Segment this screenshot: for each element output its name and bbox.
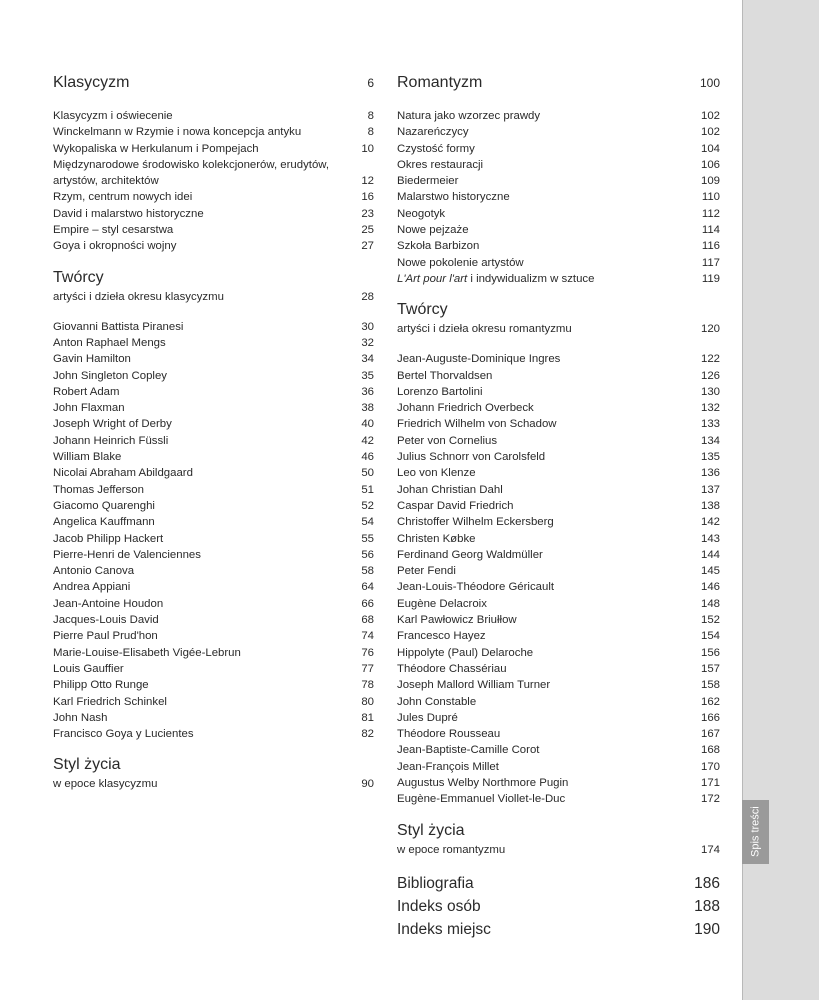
toc-entry xyxy=(397,759,720,775)
entry-title: Neogotyk xyxy=(397,207,446,220)
toc-entry xyxy=(53,400,374,416)
page-number: 120 xyxy=(700,323,720,336)
toc-entry xyxy=(53,531,374,547)
toc-entry xyxy=(397,124,720,140)
toc-entry xyxy=(397,238,720,254)
toc-entry xyxy=(397,579,720,595)
toc-entry xyxy=(397,271,720,287)
section-title: Styl życia xyxy=(53,756,121,774)
entry-title: Bibliografia xyxy=(397,874,474,892)
page-number: 114 xyxy=(701,224,720,237)
toc-entry xyxy=(397,694,720,710)
toc-entry xyxy=(397,157,720,173)
toc-entry xyxy=(53,547,374,563)
entry-title: Goya i okropności wojny xyxy=(53,240,177,253)
toc-entry xyxy=(397,895,720,918)
page-number: 102 xyxy=(700,110,720,122)
toc-list xyxy=(53,189,374,254)
toc-entry xyxy=(397,189,720,205)
toc-entry xyxy=(53,596,374,612)
section-title: Klasycyzm xyxy=(53,74,130,91)
page-number: 56 xyxy=(361,548,374,561)
page-number: 117 xyxy=(701,256,720,269)
toc-entry xyxy=(53,661,374,677)
toc-entry xyxy=(397,710,720,726)
toc-entry xyxy=(397,206,720,222)
toc-entry xyxy=(53,645,374,661)
entry-title: Szkoła Barbizon xyxy=(397,240,480,253)
entry-title: Jacob Philipp Hackert xyxy=(53,532,164,545)
toc-entry xyxy=(397,173,720,189)
page-number: 126 xyxy=(700,369,720,382)
entry-title: Johann Heinrich Füssli xyxy=(53,434,169,447)
page-number: 77 xyxy=(361,662,374,675)
entry-title: Nowe pejzaże xyxy=(397,224,469,237)
entry-title: Andrea Appiani xyxy=(53,581,131,594)
section-title: Twórcy xyxy=(53,268,104,286)
toc-entry xyxy=(53,498,374,514)
toc-entry xyxy=(53,124,374,140)
entry-title: Christoffer Wilhelm Eckersberg xyxy=(397,516,554,529)
toc-list xyxy=(53,108,374,157)
page-number: 132 xyxy=(700,402,720,415)
entry-title: Jean-Auguste-Dominique Ingres xyxy=(397,353,561,366)
toc-entry xyxy=(53,319,374,335)
entry-title: Jean-Louis-Théodore Géricault xyxy=(397,581,555,594)
entry-title: Karl Friedrich Schinkel xyxy=(53,695,167,708)
page-number: 78 xyxy=(361,679,374,692)
page-number: 104 xyxy=(700,142,720,155)
entry-title xyxy=(397,271,594,287)
page-number: 74 xyxy=(361,630,374,643)
toc-entry xyxy=(53,351,374,367)
entry-title: Indeks miejsc xyxy=(397,920,491,938)
page-number: 186 xyxy=(694,874,720,892)
page-number: 170 xyxy=(700,760,720,773)
toc-artist-list xyxy=(397,351,720,807)
page-number: 137 xyxy=(700,483,720,496)
page-number: 190 xyxy=(694,920,720,938)
toc-entry xyxy=(397,482,720,498)
page-number: 23 xyxy=(361,207,374,220)
toc-entry xyxy=(397,742,720,758)
entry-title: Théodore Chassériau xyxy=(397,662,507,675)
page-number: 68 xyxy=(361,614,374,627)
page-number: 157 xyxy=(700,662,720,675)
toc-entry xyxy=(397,596,720,612)
page-number: 146 xyxy=(700,581,720,594)
entry-title: Francisco Goya y Lucientes xyxy=(53,728,194,741)
entry-title: Angelica Kauffmann xyxy=(53,516,155,529)
entry-title: John Singleton Copley xyxy=(53,369,167,382)
toc-entry xyxy=(397,547,720,563)
page-number: 16 xyxy=(361,191,374,204)
page-number: 130 xyxy=(700,385,720,398)
page-number: 158 xyxy=(700,679,720,692)
page-number: 110 xyxy=(701,191,720,204)
entry-title: Pierre Paul Prud'hon xyxy=(53,630,158,643)
page-number: 27 xyxy=(361,240,374,253)
page-number: 82 xyxy=(361,728,374,741)
section-title: Styl życia xyxy=(397,821,465,839)
toc-entry xyxy=(397,726,720,742)
entry-title: Jean-François Millet xyxy=(397,760,499,773)
section-subtitle: w epoce romantyzmu xyxy=(397,843,506,856)
page-number: 102 xyxy=(700,126,720,139)
page-number: 81 xyxy=(361,711,374,724)
toc-entry xyxy=(397,645,720,661)
entry-title: Joseph Wright of Derby xyxy=(53,418,172,431)
page-number: 80 xyxy=(361,695,374,708)
entry-title: Lorenzo Bartolini xyxy=(397,385,483,398)
toc-entry xyxy=(53,563,374,579)
toc-entry xyxy=(53,694,374,710)
page-number: 34 xyxy=(361,353,374,366)
entry-title: Giovanni Battista Piranesi xyxy=(53,320,184,333)
page-number: 6 xyxy=(367,76,374,90)
toc-section-heading xyxy=(397,299,720,321)
toc-entry xyxy=(397,498,720,514)
entry-title: John Nash xyxy=(53,711,108,724)
entry-title: Karl Pawłowicz Briułłow xyxy=(397,614,517,627)
section-tab-label: Spis treści xyxy=(749,806,762,858)
section-subtitle: w epoce klasycyzmu xyxy=(53,778,158,791)
page-number: 138 xyxy=(700,499,720,512)
toc-entry xyxy=(53,677,374,693)
entry-title: Rzym, centrum nowych idei xyxy=(53,191,193,204)
page-number: 40 xyxy=(361,418,374,431)
entry-title: David i malarstwo historyczne xyxy=(53,207,204,220)
entry-title: Friedrich Wilhelm von Schadow xyxy=(397,418,557,431)
entry-title: Anton Raphael Mengs xyxy=(53,336,166,349)
toc-entry xyxy=(53,222,374,238)
page-number: 30 xyxy=(361,320,374,333)
page-number: 119 xyxy=(701,272,720,285)
page-number: 156 xyxy=(700,646,720,659)
page-number: 36 xyxy=(361,385,374,398)
section-subtitle: artyści i dzieła okresu klasycyzmu xyxy=(53,290,224,303)
entry-title: Caspar David Friedrich xyxy=(397,499,514,512)
toc-section-heading xyxy=(397,72,720,94)
page-number: 154 xyxy=(700,630,720,643)
toc-entry xyxy=(53,384,374,400)
page-number: 162 xyxy=(700,695,720,708)
page-number: 116 xyxy=(701,240,720,253)
toc-entry xyxy=(397,368,720,384)
page-number: 148 xyxy=(700,597,720,610)
page-number: 50 xyxy=(361,467,374,480)
page-number: 35 xyxy=(361,369,374,382)
toc-section-heading xyxy=(53,267,374,289)
toc-section-heading xyxy=(53,72,374,94)
entry-title: Francesco Hayez xyxy=(397,630,486,643)
toc-entry xyxy=(53,579,374,595)
toc-extras-list xyxy=(397,872,720,941)
entry-title: Peter Fendi xyxy=(397,565,456,578)
entry-title: Christen Købke xyxy=(397,532,476,545)
page-number: 168 xyxy=(700,744,720,757)
page-number: 46 xyxy=(361,451,374,464)
entry-title: Indeks osób xyxy=(397,897,481,915)
entry-title: Wykopaliska w Herkulanum i Pompejach xyxy=(53,142,259,155)
toc-entry xyxy=(53,416,374,432)
entry-title: Peter von Cornelius xyxy=(397,434,498,447)
toc-section-subtitle xyxy=(53,289,374,305)
entry-title: Natura jako wzorzec prawdy xyxy=(397,110,541,122)
page-number: 25 xyxy=(361,224,374,237)
toc-entry xyxy=(397,563,720,579)
toc-entry xyxy=(397,628,720,644)
page-number: 188 xyxy=(694,897,720,915)
toc-entry xyxy=(397,433,720,449)
entry-title: Nowe pokolenie artystów xyxy=(397,256,524,269)
entry-title-italic: L'Art pour l'art xyxy=(397,272,468,285)
page-number: 8 xyxy=(367,126,374,139)
entry-title: Jules Dupré xyxy=(397,711,458,724)
page-number: 122 xyxy=(700,353,720,366)
toc-entry xyxy=(397,514,720,530)
toc-entry xyxy=(397,416,720,432)
entry-title: Théodore Rousseau xyxy=(397,728,501,741)
entry-title: Czystość formy xyxy=(397,142,475,155)
toc-artist-list xyxy=(53,319,374,743)
toc-entry xyxy=(397,612,720,628)
entry-title: Hippolyte (Paul) Delaroche xyxy=(397,646,534,659)
page-number: 134 xyxy=(700,434,720,447)
page-number: 8 xyxy=(367,110,374,122)
page-number: 136 xyxy=(700,467,720,480)
toc-entry xyxy=(53,108,374,124)
toc-entry xyxy=(53,726,374,742)
toc-entry xyxy=(53,612,374,628)
entry-title: Leo von Klenze xyxy=(397,467,476,480)
toc-entry xyxy=(53,335,374,351)
toc-list xyxy=(397,108,720,271)
entry-title: Biedermeier xyxy=(397,175,459,188)
toc-entry xyxy=(397,351,720,367)
toc-entry xyxy=(397,918,720,941)
toc-entry xyxy=(397,449,720,465)
toc-section-subtitle xyxy=(397,321,720,337)
entry-title: Klasycyzm i oświecenie xyxy=(53,110,173,122)
entry-title: Nazareńczycy xyxy=(397,126,469,139)
toc-section-subtitle xyxy=(53,776,374,792)
toc-entry xyxy=(397,255,720,271)
page-number: 28 xyxy=(361,290,374,303)
page-number: 64 xyxy=(361,581,374,594)
page-number: 10 xyxy=(361,142,374,155)
entry-title: John Constable xyxy=(397,695,477,708)
page-number: 52 xyxy=(361,499,374,512)
page-number: 142 xyxy=(700,516,720,529)
entry-title: Louis Gauffier xyxy=(53,662,124,675)
entry-title: Jacques-Louis David xyxy=(53,614,159,627)
entry-title: Eugène-Emmanuel Viollet-le-Duc xyxy=(397,793,566,806)
entry-title: Pierre-Henri de Valenciennes xyxy=(53,548,201,561)
page-number: 145 xyxy=(700,565,720,578)
toc-entry xyxy=(53,238,374,254)
page-number: 106 xyxy=(700,158,720,171)
page-number: 76 xyxy=(361,646,374,659)
toc-entry xyxy=(397,222,720,238)
page-number: 143 xyxy=(700,532,720,545)
entry-title: Antonio Canova xyxy=(53,565,135,578)
page-number: 144 xyxy=(700,548,720,561)
page-number: 12 xyxy=(361,175,374,188)
page-number: 166 xyxy=(700,711,720,724)
entry-title: William Blake xyxy=(53,451,122,464)
entry-title: John Flaxman xyxy=(53,402,125,415)
toc-section-subtitle xyxy=(397,842,720,858)
entry-title: Malarstwo historyczne xyxy=(397,191,510,204)
section-title: Twórcy xyxy=(397,301,448,319)
entry-title: Johann Friedrich Overbeck xyxy=(397,402,534,415)
toc-entry xyxy=(397,108,720,124)
page-number: 58 xyxy=(361,565,374,578)
page-number: 135 xyxy=(700,451,720,464)
page-number: 109 xyxy=(700,175,720,188)
toc-entry xyxy=(397,465,720,481)
page-number: 112 xyxy=(701,207,720,220)
entry-title: Augustus Welby Northmore Pugin xyxy=(397,776,569,789)
toc-entry xyxy=(53,628,374,644)
page-number: 51 xyxy=(361,483,374,496)
entry-title: Thomas Jefferson xyxy=(53,483,144,496)
entry-title-line2: artystów, architektów xyxy=(53,175,159,188)
entry-title: Empire – styl cesarstwa xyxy=(53,224,174,237)
page-number: 90 xyxy=(361,778,374,791)
entry-title: Eugène Delacroix xyxy=(397,597,487,610)
toc-entry xyxy=(53,141,374,157)
entry-title: Winckelmann w Rzymie i nowa koncepcja antyku xyxy=(53,126,302,139)
page-number: 172 xyxy=(700,793,720,806)
toc-entry xyxy=(53,482,374,498)
toc-entry xyxy=(53,449,374,465)
page-number: 171 xyxy=(700,776,720,789)
toc-entry xyxy=(53,433,374,449)
toc-entry xyxy=(53,206,374,222)
entry-title: Joseph Mallord William Turner xyxy=(397,679,551,692)
entry-title: Johan Christian Dahl xyxy=(397,483,503,496)
toc-entry xyxy=(53,514,374,530)
page-number: 167 xyxy=(700,728,720,741)
toc-right-column xyxy=(397,72,720,941)
section-title: Romantyzm xyxy=(397,74,483,91)
toc-entry xyxy=(397,384,720,400)
entry-title: Gavin Hamilton xyxy=(53,353,131,366)
entry-title-line1: Międzynarodowe środowisko kolekcjonerów, erudytów, xyxy=(53,158,330,171)
page-number: 174 xyxy=(700,843,720,856)
toc-entry xyxy=(53,465,374,481)
entry-title: Marie-Louise-Elisabeth Vigée-Lebrun xyxy=(53,646,241,659)
entry-title: Giacomo Quarenghi xyxy=(53,499,155,512)
entry-title: Philipp Otto Runge xyxy=(53,679,149,692)
page-number: 42 xyxy=(361,434,374,447)
page-number: 66 xyxy=(361,597,374,610)
toc-left-column xyxy=(53,72,374,792)
toc-entry xyxy=(53,189,374,205)
toc-entry xyxy=(397,791,720,807)
entry-title: Okres restauracji xyxy=(397,158,484,171)
toc-entry xyxy=(397,872,720,895)
toc-entry xyxy=(397,661,720,677)
entry-title-rest: i indywidualizm w sztuce xyxy=(467,272,595,285)
toc-entry xyxy=(397,677,720,693)
toc-entry xyxy=(53,157,374,190)
page-number: 38 xyxy=(361,402,374,415)
entry-title: Robert Adam xyxy=(53,385,120,398)
entry-title: Ferdinand Georg Waldmüller xyxy=(397,548,543,561)
page-number: 152 xyxy=(700,614,720,627)
toc-section-heading xyxy=(397,820,720,842)
page-number: 100 xyxy=(699,76,720,90)
section-subtitle: artyści i dzieła okresu romantyzmu xyxy=(397,323,572,336)
toc-entry xyxy=(53,368,374,384)
toc-entry xyxy=(397,141,720,157)
toc-entry xyxy=(397,775,720,791)
page-number: 32 xyxy=(361,336,374,349)
entry-title: Bertel Thorvaldsen xyxy=(397,369,493,382)
entry-title: Jean-Antoine Houdon xyxy=(53,597,164,610)
entry-title: Nicolai Abraham Abildgaard xyxy=(53,467,193,480)
entry-title: Jean-Baptiste-Camille Corot xyxy=(397,744,540,757)
page-number: 55 xyxy=(361,532,374,545)
page-number: 54 xyxy=(361,516,374,529)
entry-title: Julius Schnorr von Carolsfeld xyxy=(397,451,546,464)
page-number: 133 xyxy=(700,418,720,431)
toc-section-heading xyxy=(53,754,374,776)
toc-entry xyxy=(397,400,720,416)
toc-entry xyxy=(53,710,374,726)
toc-entry xyxy=(397,531,720,547)
